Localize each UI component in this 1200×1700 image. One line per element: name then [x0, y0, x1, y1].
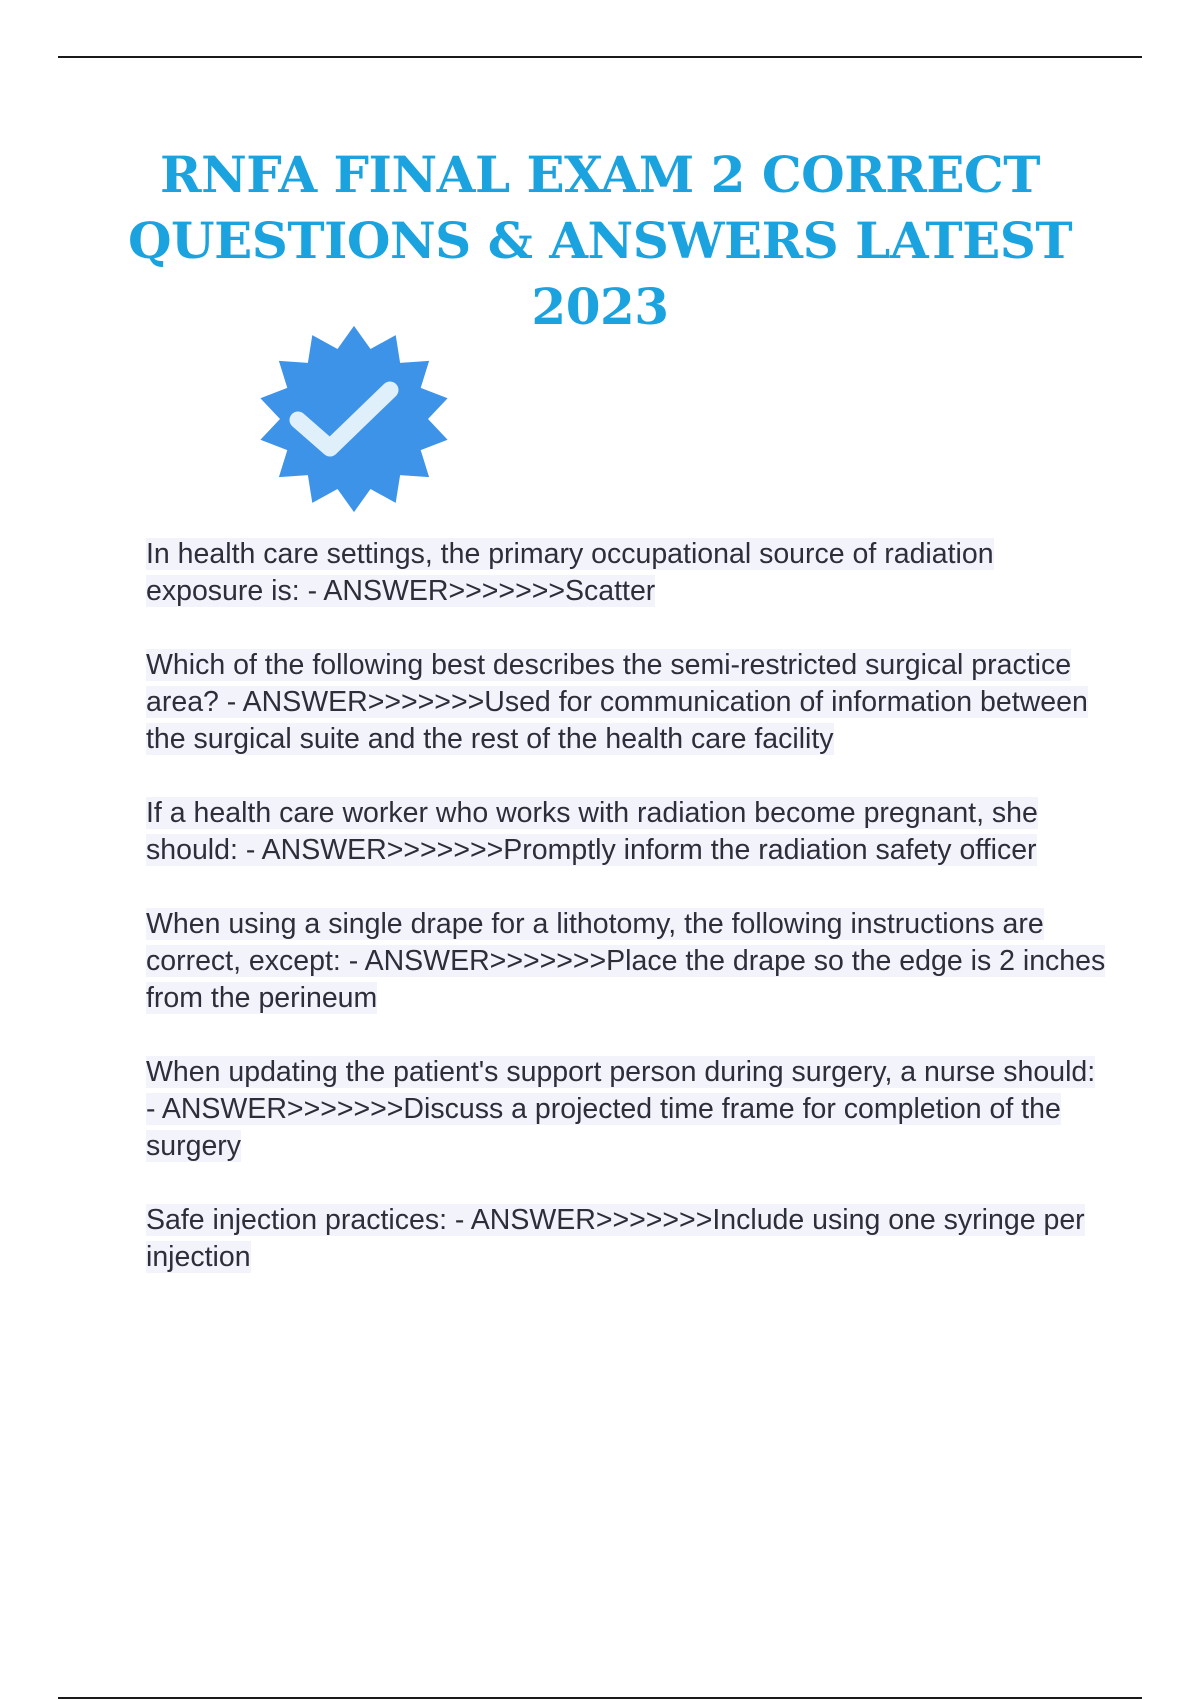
qa-text: In health care settings, the primary occupational source of radiation exposure is: - ANSWER>>>>>>>Scatter — [146, 538, 994, 607]
qa-item — [146, 647, 1106, 758]
qa-item — [146, 795, 1106, 869]
qa-item — [146, 906, 1106, 1017]
qa-list — [146, 536, 1106, 1313]
verified-check-badge-icon — [238, 322, 470, 516]
qa-item — [146, 1202, 1106, 1276]
qa-text: Safe injection practices: - ANSWER>>>>>>>Include using one syringe per injection — [146, 1204, 1085, 1273]
qa-text: When updating the patient's support person during surgery, a nurse should: - ANSWER>>>>>>>Discuss a projected time frame for completion of the surgery — [146, 1056, 1096, 1162]
qa-text: Which of the following best describes the semi-restricted surgical practice area? - ANSWER>>>>>>>Used for communication of information between the surgical suite and the rest of the health care facility — [146, 649, 1088, 755]
qa-item — [146, 536, 1106, 610]
bottom-divider — [58, 1697, 1142, 1699]
qa-item — [146, 1054, 1106, 1165]
qa-text: When using a single drape for a lithotomy, the following instructions are correct, except: - ANSWER>>>>>>>Place the drape so the edge is 2 inches from the perineum — [146, 908, 1106, 1014]
document-title — [60, 142, 1140, 340]
title-line-2: QUESTIONS & ANSWERS LATEST 2023 — [127, 211, 1073, 336]
qa-text: If a health care worker who works with radiation become pregnant, she should: - ANSWER>>>>>>>Promptly inform the radiation safety officer — [146, 797, 1038, 866]
title-line-1: RNFA FINAL EXAM 2 CORRECT — [160, 145, 1040, 204]
top-divider — [58, 56, 1142, 58]
